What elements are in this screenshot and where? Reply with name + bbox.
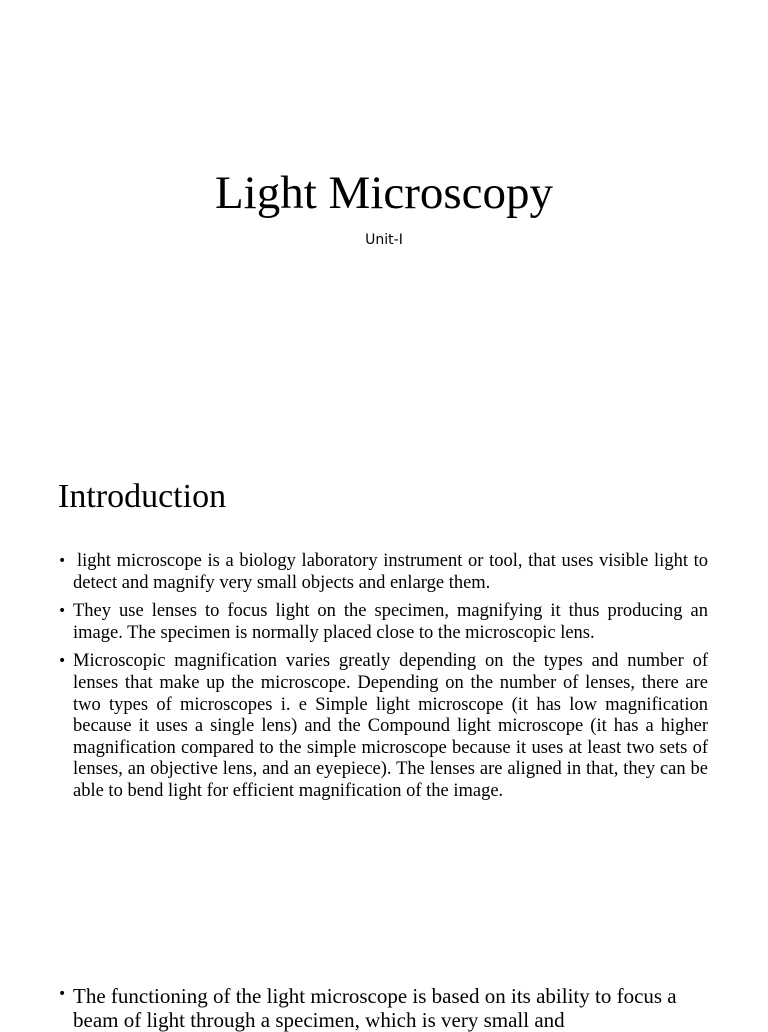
bullet-text: Microscopic magnification varies greatly depending on the types and number of lenses that make up the microscope. Depending on the number of lenses, there are two types of microscopes i. e Simple light microscope (it has low magnification because it uses a single lens) and the Compound light microscope (it has a higher magnification compared to the simple microscope because it uses at least two sets of lenses, an objective lens, and an eyepiece). The lenses are aligned in that, they can be able to bend light for efficient magnification of the image. <box>73 651 708 801</box>
bullet-marker: • <box>58 603 67 620</box>
next-slide-bullet-list <box>58 984 708 1032</box>
bullet-text: light microscope is a biology laboratory instrument or tool, that uses visible light to detect and magnify very small objects and enlarge them. <box>73 551 708 593</box>
bullet-marker: • <box>58 986 67 1002</box>
bullet-text: They use lenses to focus light on the specimen, magnifying it thus producing an image. The specimen is normally placed close to the microscopic lens. <box>73 601 708 643</box>
bullet-item <box>58 651 708 802</box>
bullet-item <box>58 984 708 1032</box>
bullet-marker: • <box>58 553 67 569</box>
slide-title: Light Microscopy <box>214 167 554 219</box>
bullet-text: The functioning of the light microscope is based on its ability to focus a beam of light through a specimen, which is very small and <box>73 984 677 1032</box>
slide-subtitle: Unit-I <box>365 232 403 248</box>
section-heading-introduction: Introduction <box>58 478 227 515</box>
bullet-item <box>58 601 708 644</box>
introduction-bullet-list <box>58 551 708 810</box>
bullet-marker: • <box>58 653 67 670</box>
bullet-item <box>58 551 708 594</box>
